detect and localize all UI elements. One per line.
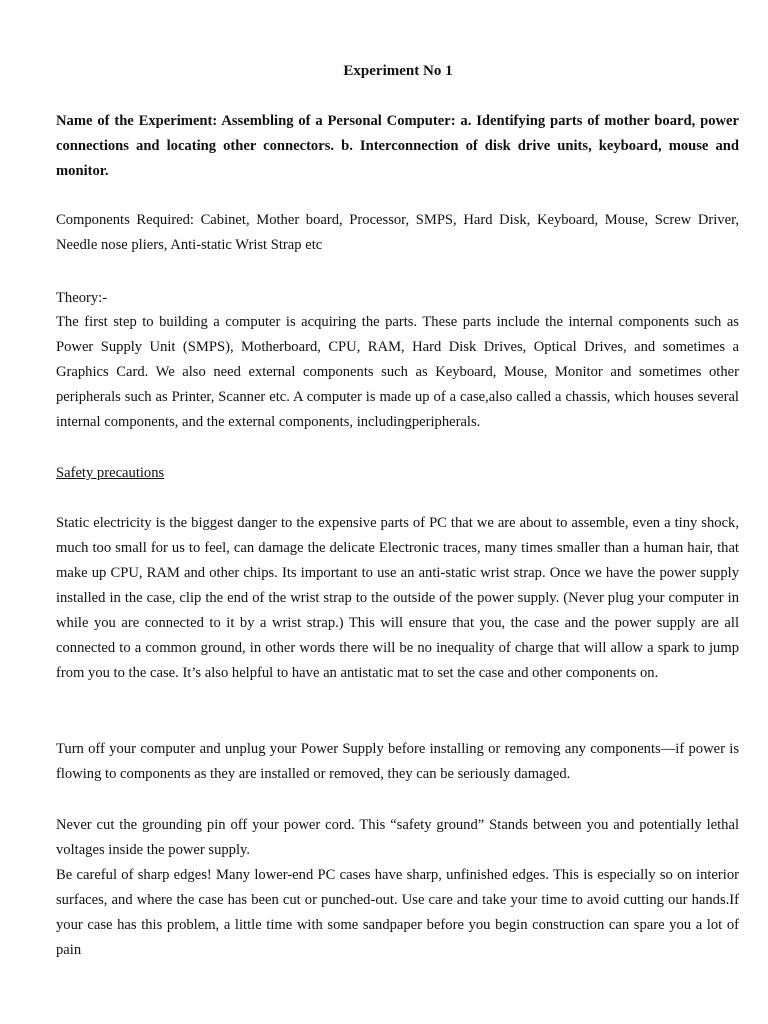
theory-heading: Theory:- (56, 290, 108, 306)
safety-heading: Safety precautions (56, 465, 165, 481)
safety-paragraph-edges: Be careful of sharp edges! Many lower-end PC cases have sharp, unfinished edges. This is especially so on interior surfaces, and where the case has been cut or punched-out. Use care and take your time to avoid cutting our hands.If your case has this problem, a little time with some sandpaper before you begin construction can spare you a lot of pain (56, 867, 739, 958)
document-title: Experiment No 1 (343, 63, 453, 79)
safety-paragraph-grounding: Never cut the grounding pin off your power cord. This “safety ground” Stands between you and potentially lethal voltages inside the power supply. (56, 817, 739, 858)
experiment-name: Name of the Experiment: Assembling of a Personal Computer: a. Identifying parts of mother board, power connections and locating other connectors. b. Interconnection of disk drive units, keyboard, mouse and monitor. (56, 113, 739, 179)
theory-paragraph: The first step to building a computer is acquiring the parts. These parts include the internal components such as Power Supply Unit (SMPS), Motherboard, CPU, RAM, Hard Disk Drives, Optical Drives, and sometimes a Graphics Card. We also need external components such as Keyboard, Mouse, Monitor and sometimes other peripherals such as Printer, Scanner etc. A computer is made up of a case,also called a chassis, which houses several internal components, and the external components, includingperipherals. (56, 314, 739, 430)
components-required: Components Required: Cabinet, Mother board, Processor, SMPS, Hard Disk, Keyboard, Mouse, Screw Driver, Needle nose pliers, Anti-static Wrist Strap etc (56, 212, 739, 253)
safety-paragraph-power: Turn off your computer and unplug your Power Supply before installing or removing any components—if power is flowing to components as they are installed or removed, they can be seriously damaged. (56, 741, 739, 782)
safety-paragraph-static: Static electricity is the biggest danger to the expensive parts of PC that we are about to assemble, even a tiny shock, much too small for us to feel, can damage the delicate Electronic traces, many times smaller than a human hair, that make up CPU, RAM and other chips. Its important to use an anti-static wrist strap. Once we have the power supply installed in the case, clip the end of the wrist strap to the outside of the power supply. (Never plug your computer in while you are connected to it by a wrist strap.) This will ensure that you, the case and the power supply are all connected to a common ground, in other words there will be no inequality of charge that will allow a spark to jump from you to the case. It’s also helpful to have an antistatic mat to set the case and other components on. (56, 515, 739, 681)
